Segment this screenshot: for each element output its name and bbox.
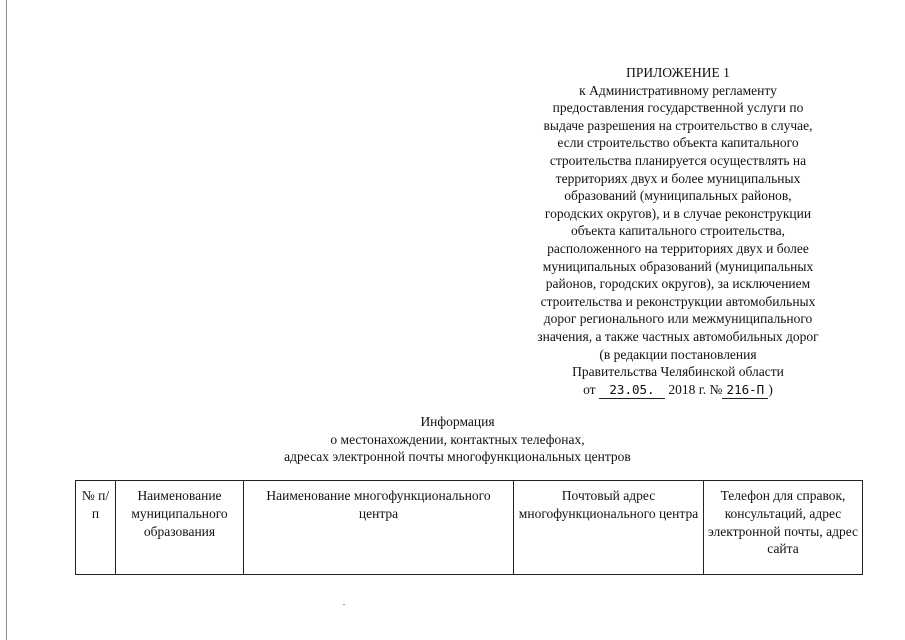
column-header-contacts: Телефон для справок, консультаций, адрес электронной почты, адрес сайта — [704, 481, 863, 575]
column-header-number: № п/п — [76, 481, 116, 575]
appendix-line: если строительство объекта капитального — [557, 135, 799, 151]
appendix-line: строительства и реконструкции автомобильных — [540, 293, 816, 309]
column-header-postal-address: Почтовый адрес многофункционального центра — [514, 481, 704, 575]
column-header-center-name: Наименование многофункционального центра — [244, 481, 514, 575]
appendix-line: образований (муниципальных районов, — [564, 188, 792, 204]
table-header-row — [76, 481, 863, 575]
appendix-line: выдаче разрешения на строительство в случае, — [543, 117, 813, 133]
document-heading — [190, 413, 725, 466]
column-header-municipality: Наименование муниципального образования — [116, 481, 244, 575]
mfc-info-table — [75, 480, 863, 575]
heading-subtitle: адресах электронной почты многофункциональных центров — [284, 449, 631, 465]
appendix-line: значения, а также частных автомобильных дорог — [537, 328, 819, 344]
heading-subtitle: о местонахождении, контактных телефонах, — [330, 431, 585, 447]
appendix-line: Правительства Челябинской области — [572, 364, 784, 380]
appendix-line: дорог регионального или межмуниципального — [543, 311, 813, 327]
appendix-title: ПРИЛОЖЕНИЕ 1 — [626, 65, 730, 80]
appendix-line: расположенного на территориях двух и более — [547, 240, 809, 256]
resolution-number: 216-П — [722, 381, 768, 400]
resolution-year: 2018 г. № — [668, 381, 723, 397]
appendix-line: объекта капитального строительства, — [570, 223, 786, 239]
appendix-line: к Административному регламенту — [579, 82, 777, 98]
heading-title: Информация — [420, 414, 495, 429]
appendix-line: строительства планируется осуществлять на — [549, 152, 807, 168]
appendix-line: городских округов), и в случае реконструкции — [544, 205, 812, 221]
date-suffix: ) — [768, 381, 773, 397]
appendix-header — [498, 64, 858, 399]
appendix-line: районов, городских округов), за исключением — [545, 276, 811, 292]
resolution-date: 23.05. — [599, 381, 665, 400]
appendix-line: (в редакции постановления — [599, 346, 757, 362]
scan-speck — [343, 604, 345, 605]
appendix-date-line — [498, 381, 858, 400]
appendix-line: муниципальных образований (муниципальных — [542, 258, 814, 274]
appendix-line: территориях двух и более муниципальных — [555, 170, 801, 186]
appendix-line: предоставления государственной услуги по — [552, 100, 804, 116]
date-prefix: от — [583, 381, 596, 397]
page-edge-line — [6, 0, 7, 640]
